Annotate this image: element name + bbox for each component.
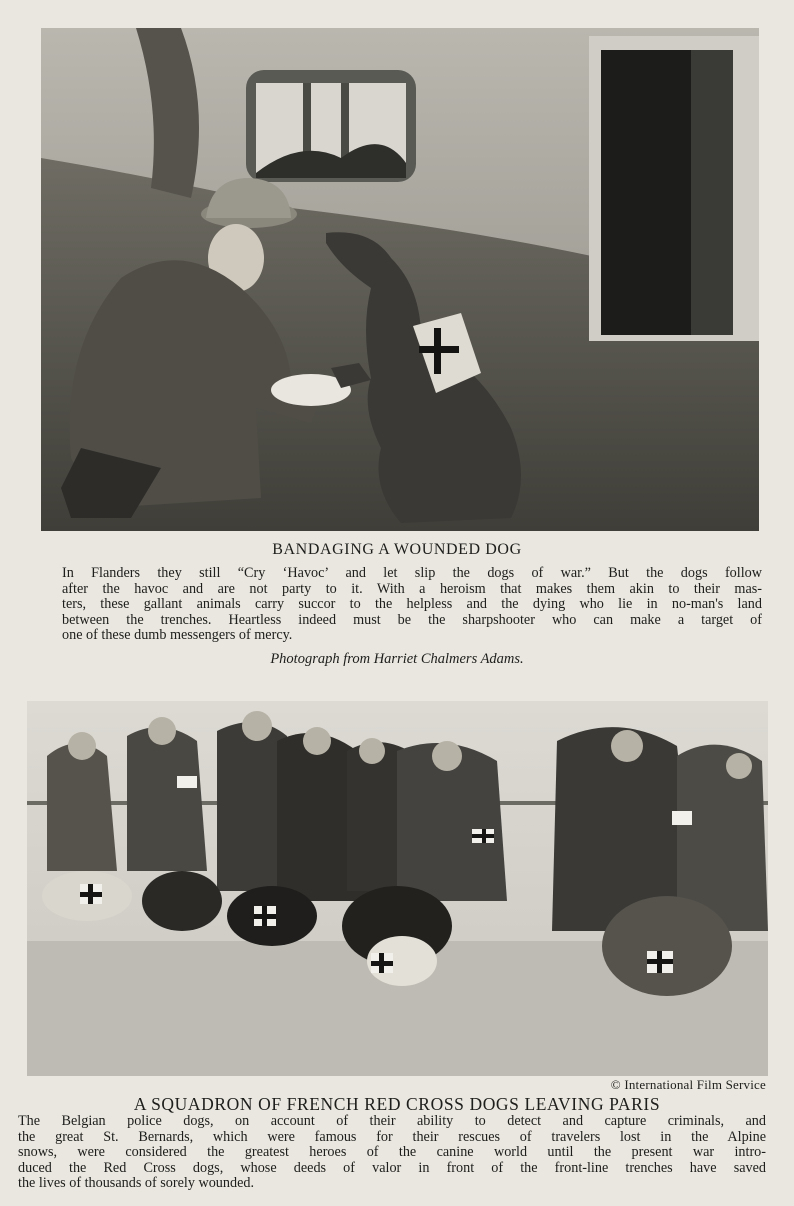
photo-credit: Photograph from Harriet Chalmers Adams. bbox=[270, 651, 524, 667]
caption-line: between the trenches. Heartless indeed must be the sharpshooter who can make a target of bbox=[62, 611, 762, 628]
photo-red-cross-squadron bbox=[27, 701, 768, 1076]
photo-title-squadron: A SQUADRON OF FRENCH RED CROSS DOGS LEAVING PARIS bbox=[133, 1094, 661, 1114]
caption-line: the lives of thousands of sorely wounded. bbox=[18, 1175, 255, 1191]
caption-squadron bbox=[18, 1114, 766, 1192]
caption-line: ters, these gallant animals carry succor to the helpless and the dying who lie in no-man's land bbox=[62, 596, 762, 612]
photo-title-bandaging: BANDAGING A WOUNDED DOG bbox=[272, 541, 522, 558]
caption-line: The Belgian police dogs, on account of their ability to detect and capture criminals, and bbox=[18, 1113, 766, 1129]
caption-line: after the havoc and are not party to it. With a heroism that makes them akin to their mas- bbox=[62, 580, 762, 597]
caption-line: snows, were considered the greatest heroes of the canine world until the present war intro- bbox=[18, 1144, 766, 1160]
caption-line: duced the Red Cross dogs, whose deeds of valor in front of the front-line trenches have saved bbox=[18, 1159, 766, 1176]
copyright-notice: © International Film Service bbox=[610, 1077, 766, 1092]
caption-line: In Flanders they still “Cry ‘Havoc’ and let slip the dogs of war.” But the dogs follow bbox=[62, 565, 762, 581]
caption-line: one of these dumb messengers of mercy. bbox=[62, 627, 293, 643]
caption-bandaging bbox=[62, 566, 762, 644]
photo-bandaging-dog-image bbox=[41, 28, 759, 531]
photo-bandaging-dog bbox=[41, 28, 759, 531]
caption-line: the great St. Bernards, which were famous for their rescues of travelers lost in the Alpine bbox=[18, 1128, 766, 1145]
photo-red-cross-squadron-image bbox=[27, 701, 768, 1076]
